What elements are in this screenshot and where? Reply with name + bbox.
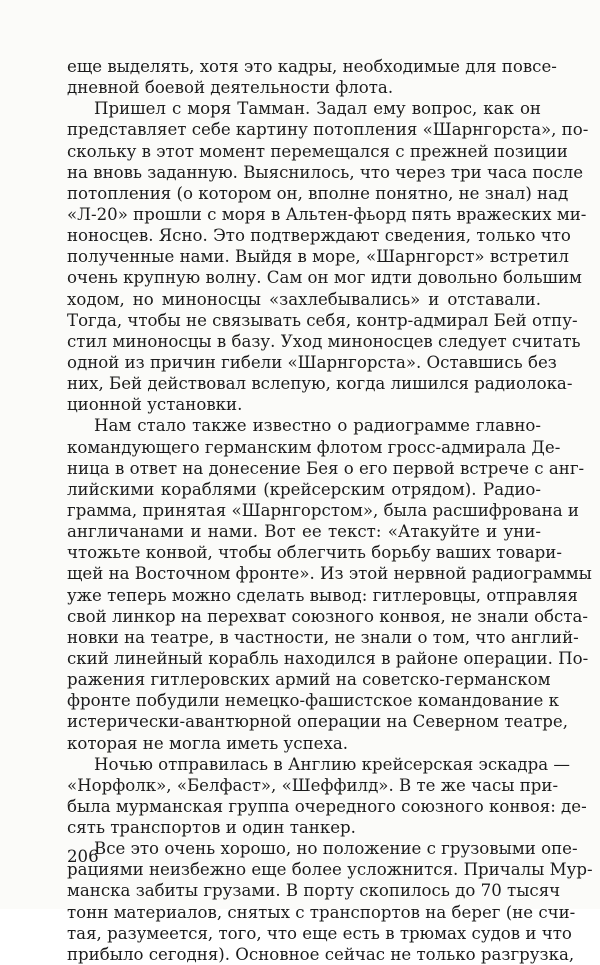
text-line: которая не могла иметь успеха. (67, 733, 348, 753)
text-line: фронте побудили немецко-фашистское командование к (67, 691, 559, 711)
text-line: стил миноносцы в базу. Уход миноносцев следует считать (67, 331, 581, 351)
text-line: Пришел с моря Тамман. Задал ему вопрос, как он (94, 99, 541, 119)
text-line: дневной боевой деятельности флота. (67, 78, 394, 98)
text-line: чтожьте конвой, чтобы облегчить борьбу ваших товари- (67, 543, 562, 563)
text-line: них, Бей действовал вслепую, когда лишился радиолока- (67, 374, 573, 394)
text-line: новки на театре, в частности, не знали о том, что англий- (67, 627, 579, 647)
body-text (67, 56, 593, 965)
text-line: рациями неизбежно еще более усложнится. Причалы Мур- (67, 860, 593, 880)
text-line: ционной установки. (67, 395, 243, 415)
text-line: ходом, но миноносцы «захлебывались» и отставали. (67, 289, 541, 309)
text-line: скольку в этот момент перемещался с прежней позиции (67, 141, 568, 161)
text-line: ражения гитлеровских армий на советско-германском (67, 670, 551, 690)
paragraph (67, 754, 587, 839)
text-line: на вновь заданную. Выяснилось, что через три часа после (67, 162, 584, 182)
text-line: Все это очень хорошо, но положение с грузовыми опе- (94, 839, 578, 859)
text-line: истерически-авантюрной операции на Северном театре, (67, 712, 568, 732)
text-line: Тогда, чтобы не связывать себя, контр-адмирал Бей отпу- (67, 310, 578, 330)
text-line: «Л-20» прошли с моря в Альтен-фьорд пять вражеских ми- (67, 204, 587, 224)
text-line: ноносцев. Ясно. Это подтверждают сведения, только что (67, 226, 571, 246)
text-line: манска забиты грузами. В порту скопилось до 70 тысяч (67, 881, 561, 901)
text-line: лийскими кораблями (крейсерским отрядом). Радио- (67, 479, 541, 499)
text-line: грамма, принятая «Шарнгорстом», была расшифрована и (67, 500, 579, 520)
text-line: прибыло сегодня). Основное сейчас не только разгрузка, (67, 944, 575, 964)
page-number: 206 (67, 847, 99, 866)
text-line: свой линкор на перехват союзного конвоя, не знали обста- (67, 606, 589, 626)
paragraph (67, 415, 592, 753)
text-line: еще выделять, хотя это кадры, необходимые для повсе- (67, 57, 557, 76)
text-line: щей на Восточном фронте». Из этой нервной радиограммы (67, 564, 592, 584)
text-line: была мурманская группа очередного союзного конвоя: де- (67, 796, 587, 816)
text-line: полученные нами. Выйдя в море, «Шарнгорст» встретил (67, 247, 569, 267)
text-line: «Норфолк», «Белфаст», «Шеффилд». В те же часы при- (67, 775, 559, 795)
text-line: тонн материалов, снятых с транспортов на берег (не счи- (67, 902, 576, 922)
text-line: уже теперь можно сделать вывод: гитлеровцы, отправляя (67, 585, 578, 605)
text-line: тая, разумеется, того, что еще есть в трюмах судов и что (67, 923, 572, 943)
text-line: Ночью отправилась в Англию крейсерская эскадра — (94, 754, 570, 774)
text-line: одной из причин гибели «Шарнгорста». Оставшись без (67, 352, 557, 372)
text-line: Нам стало также известно о радиограмме главно- (94, 416, 541, 436)
text-line: ский линейный корабль находился в районе операции. По- (67, 648, 589, 668)
text-line: представляет себе картину потопления «Шарнгорста», по- (67, 120, 589, 140)
text-line: англичанами и нами. Вот ее текст: «Атакуйте и уни- (67, 522, 541, 542)
text-line: командующего германским флотом гросс-адмирала Де- (67, 437, 561, 457)
paragraph (67, 98, 589, 415)
paragraph (67, 838, 593, 965)
paragraph (67, 56, 557, 98)
text-line: потопления (о котором он, вполне понятно, не знал) над (67, 183, 569, 203)
text-line: очень крупную волну. Сам он мог идти довольно большим (67, 268, 582, 288)
text-line: ница в ответ на донесение Бея о его первой встрече с анг- (67, 458, 585, 478)
text-line: сять транспортов и один танкер. (67, 818, 356, 838)
